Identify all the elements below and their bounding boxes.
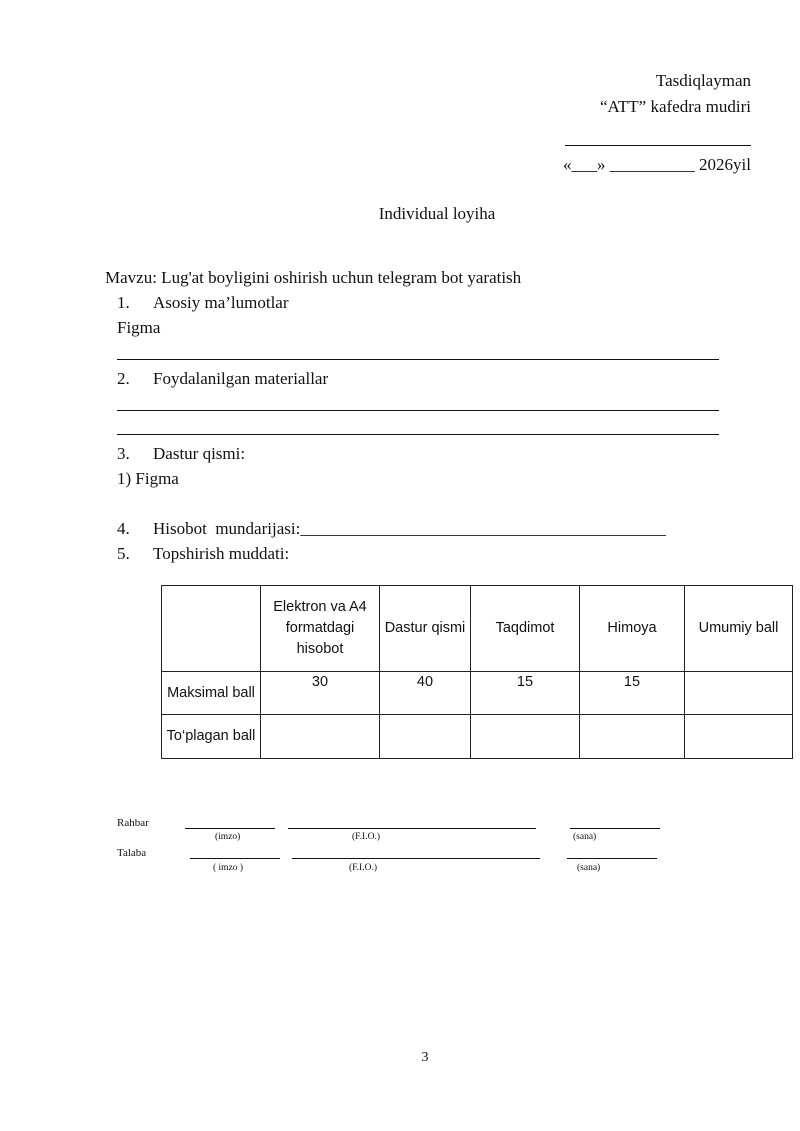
table-cell: Maksimal ball <box>162 672 261 715</box>
table-header-row <box>162 586 793 672</box>
section-1-number: 1. <box>117 293 130 312</box>
section-1-label: Asosiy ma’lumotlar <box>153 293 289 312</box>
table-cell <box>580 715 685 759</box>
rahbar-signature-line <box>185 828 275 829</box>
section-1-text: Figma <box>117 318 161 337</box>
section-5-number: 5. <box>117 544 130 563</box>
section-3-label: Dastur qismi: <box>153 444 246 463</box>
approval-line-1: Tasdiqlayman <box>655 71 751 90</box>
rahbar-sana-caption: (sana) <box>573 832 597 842</box>
rahbar-fio-caption: (F.I.O.) <box>352 832 380 842</box>
approval-date: «___» __________ 2026yil <box>563 155 751 174</box>
table-cell <box>261 715 380 759</box>
table-header-cell: Dastur qismi <box>380 586 471 672</box>
approval-line-2: “ATT” kafedra mudiri <box>599 97 751 116</box>
table-cell <box>471 715 580 759</box>
table-cell: 15 <box>580 672 685 715</box>
section-3-number: 3. <box>117 444 130 463</box>
talaba-label: Talaba <box>117 847 147 859</box>
rahbar-date-line <box>570 828 660 829</box>
table-header-cell: Taqdimot <box>471 586 580 672</box>
section-2-fill-line-2 <box>117 434 719 435</box>
rahbar-label: Rahbar <box>117 817 149 829</box>
approval-signature-line <box>565 145 751 146</box>
section-2-label: Foydalanilgan materiallar <box>153 369 329 388</box>
table-header-cell <box>162 586 261 672</box>
talaba-imzo-caption: ( imzo ) <box>213 863 244 873</box>
rahbar-name-line <box>288 828 536 829</box>
section-1-fill-line <box>117 359 719 360</box>
talaba-date-line <box>567 858 657 859</box>
rahbar-imzo-caption: (imzo) <box>215 832 241 842</box>
table-cell <box>685 672 793 715</box>
table-cell: 15 <box>471 672 580 715</box>
grade-table <box>161 585 793 759</box>
section-2-number: 2. <box>117 369 130 388</box>
talaba-signature-line <box>190 858 280 859</box>
table-cell <box>380 715 471 759</box>
table-row <box>162 672 793 715</box>
talaba-sana-caption: (sana) <box>577 863 601 873</box>
document-title: Individual loyiha <box>378 204 496 223</box>
table-cell: 40 <box>380 672 471 715</box>
section-5-label: Topshirish muddati: <box>153 544 290 563</box>
talaba-fio-caption: (F.I.O.) <box>349 863 377 873</box>
table-row <box>162 715 793 759</box>
section-2-fill-line-1 <box>117 410 719 411</box>
table-cell: 30 <box>261 672 380 715</box>
table-cell <box>685 715 793 759</box>
section-3-text: 1) Figma <box>117 469 179 488</box>
page-number: 3 <box>421 1050 429 1065</box>
table-header-cell: Elektron va A4 formatdagi hisobot <box>261 586 380 672</box>
talaba-name-line <box>292 858 540 859</box>
table-cell: To‘plagan ball <box>162 715 261 759</box>
section-4-label: Hisobot mundarijasi:___________________________________________ <box>153 519 666 538</box>
section-4-number: 4. <box>117 519 130 538</box>
table-header-cell: Umumiy ball <box>685 586 793 672</box>
table-header-cell: Himoya <box>580 586 685 672</box>
topic-line: Mavzu: Lug'at boyligini oshirish uchun telegram bot yaratish <box>105 268 522 287</box>
